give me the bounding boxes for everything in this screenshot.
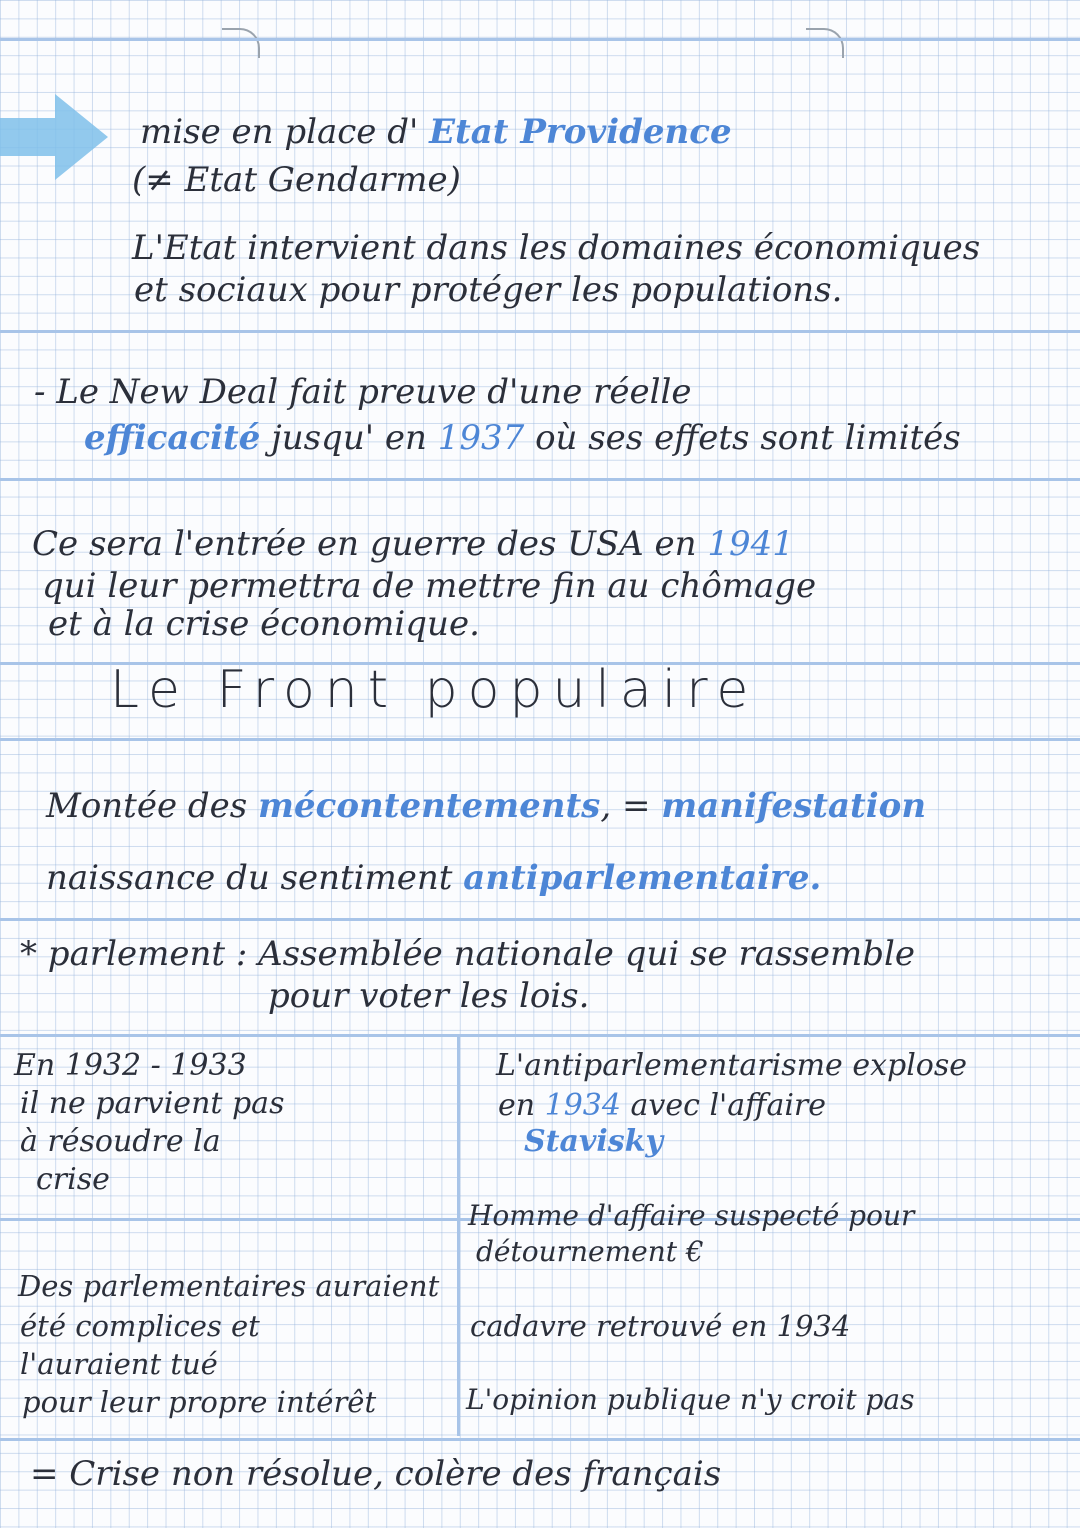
rule (0, 1034, 1080, 1037)
rule (0, 738, 1080, 741)
text: Montée des (46, 786, 248, 826)
conclusion: = Crise non résolue, colère des français (30, 1454, 722, 1494)
year-1937: 1937 (437, 418, 525, 458)
text: . (809, 858, 822, 898)
text: mise en place d' (140, 112, 419, 152)
right-a1: L'antiparlementarisme explose (496, 1048, 968, 1083)
arrow-icon (0, 92, 110, 182)
left-a1: En 1932 - 1933 (14, 1048, 247, 1083)
rule (0, 38, 1080, 41)
left-a2: il ne parvient pas (20, 1086, 285, 1121)
left-b4: pour leur propre intérêt (22, 1385, 377, 1419)
title-words: Front populaire (216, 660, 759, 720)
text: , = (600, 786, 651, 826)
line-2: (≠ Etat Gendarme) (132, 160, 461, 200)
text: jusqu' en (271, 418, 427, 458)
binder-ring-right (806, 28, 844, 58)
highlight-efficacite: efficacité (84, 418, 261, 458)
text: Ce sera l'entrée en guerre des USA en (32, 524, 697, 564)
text: en (498, 1088, 536, 1123)
line-6 (84, 418, 961, 458)
text: avec l'affaire (630, 1088, 827, 1123)
line-7 (32, 524, 794, 564)
left-b3: l'auraient tué (20, 1347, 218, 1381)
rule (0, 330, 1080, 333)
right-b2: détournement € (476, 1235, 704, 1268)
line-9: et à la crise économique. (48, 604, 480, 644)
highlight-mecontentements: mécontentements (258, 786, 601, 826)
left-a4: crise (36, 1162, 110, 1197)
highlight-stavisky: Stavisky (524, 1124, 663, 1159)
line-12: * parlement : Assemblée nationale qui se rassemble (20, 934, 915, 974)
line-1 (140, 112, 732, 152)
line-5: - Le New Deal fait preuve d'une réelle (34, 372, 692, 412)
binder-ring-left (222, 28, 260, 58)
rule (0, 918, 1080, 921)
right-c1: cadavre retrouvé en 1934 (470, 1309, 851, 1343)
highlight-etat-providence: Etat Providence (429, 112, 732, 152)
year-1941: 1941 (707, 524, 794, 564)
right-a2 (498, 1086, 826, 1126)
line-8: qui leur permettra de mettre fin au chômage (42, 566, 817, 606)
line-3: L'Etat intervient dans les domaines économiques (132, 228, 981, 268)
right-d1: L'opinion publique n'y croit pas (466, 1383, 915, 1416)
line-11 (46, 858, 821, 898)
left-b1: Des parlementaires auraient (18, 1269, 440, 1303)
left-a3: à résoudre la (20, 1124, 221, 1159)
column-divider (457, 1036, 460, 1436)
line-4: et sociaux pour protéger les populations. (134, 270, 843, 310)
left-b2: été complices et (20, 1309, 260, 1343)
line-13: pour voter les lois. (268, 976, 590, 1016)
year-1934: 1934 (544, 1088, 621, 1123)
highlight-antiparlementaire: antiparlementaire (463, 858, 810, 898)
text: naissance du sentiment (46, 858, 453, 898)
text: où ses effets sont limités (535, 418, 961, 458)
section-title (110, 660, 759, 720)
rule (0, 1438, 1080, 1441)
highlight-manifestation: manifestation (661, 786, 927, 826)
title-word: Le (110, 660, 191, 720)
line-10 (46, 786, 926, 826)
rule (0, 478, 1080, 481)
right-b1: Homme d'affaire suspecté pour (468, 1199, 915, 1232)
